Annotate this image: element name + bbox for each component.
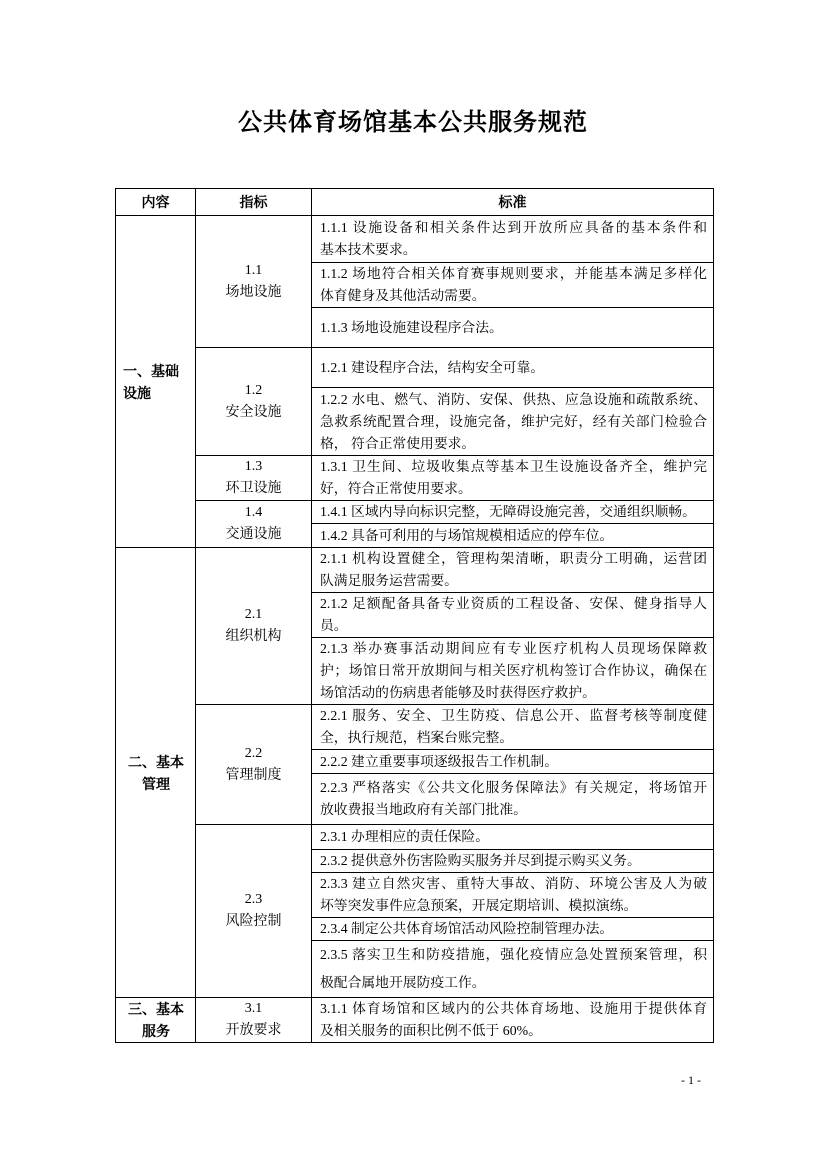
- standard-2-3-4-cell: [312, 918, 714, 941]
- standard-line: 1.1.1 设施设备和相关条件达到开放所应具备的基本条件和: [320, 220, 707, 235]
- standard-2-3-2-cell: [312, 850, 714, 873]
- section-content-line: 设施: [123, 384, 151, 401]
- header-indicator: 指标: [196, 189, 312, 216]
- indicator-1-4-cell: [196, 501, 312, 548]
- indicator-2-3-cell: [196, 825, 312, 998]
- standard-line: 2.1.1 机构设置健全，管理构架清晰，职责分工明确，运营团: [320, 551, 707, 566]
- standard-line: 1.4.1 区域内导向标识完整，无障碍设施完善，交通组织顺畅。: [320, 504, 696, 519]
- table-header-row: [116, 189, 714, 216]
- service-standard-table: [115, 188, 714, 1043]
- standard-2-3-5-cell: [312, 941, 714, 998]
- standard-2-3-1-cell: [312, 825, 714, 850]
- indicator-code: 1.3: [244, 459, 263, 474]
- standard-line: 放收费报当地政府有关部门批准。: [320, 802, 527, 817]
- indicator-code: 2.2: [244, 745, 263, 761]
- standard-line: 基本技术要求。: [320, 242, 417, 257]
- indicator-name: 风险控制: [225, 914, 282, 929]
- section-content-line: 三、基本: [128, 1001, 184, 1017]
- indicator-name: 安全设施: [225, 404, 282, 420]
- standard-line: 队满足服务运营需要。: [320, 573, 458, 588]
- indicator-2-1-cell: [196, 548, 312, 705]
- standard-line: 1.4.2 具备可利用的与场馆规模相适应的停车位。: [320, 527, 614, 543]
- indicator-code: 3.1: [244, 1001, 263, 1016]
- standard-line: 1.1.2 场地符合相关体育赛事规则要求，并能基本满足多样化: [320, 266, 707, 281]
- indicator-1-1-cell: [196, 216, 312, 348]
- indicator-1-2-cell: [196, 348, 312, 456]
- table-row: [116, 456, 714, 501]
- standard-line: 1.1.3 场地设施建设程序合法。: [320, 319, 503, 335]
- page-number: - 1 -: [681, 1073, 701, 1087]
- standard-line: 坏等突发事件应急预案，开展定期培训、模拟演练。: [320, 898, 638, 913]
- standard-2-2-3-cell: [312, 774, 714, 825]
- standard-line: 2.3.5 落实卫生和防疫措施，强化疫情应急处置预案管理，积: [320, 947, 707, 962]
- indicator-2-2-cell: [196, 705, 312, 825]
- standard-line: 全，执行规范，档案台账完整。: [320, 730, 514, 745]
- table-row: [116, 501, 714, 524]
- standard-line: 极配合属地开展防疫工作。: [320, 975, 486, 990]
- standard-2-2-2-cell: [312, 750, 714, 774]
- standard-2-1-3-cell: [312, 638, 714, 705]
- standard-1-1-2-cell: [312, 263, 714, 308]
- table-row: [116, 998, 714, 1043]
- table-row: [116, 548, 714, 593]
- indicator-code: 2.3: [244, 892, 263, 907]
- standard-2-3-3-cell: [312, 873, 714, 918]
- table-row: [116, 825, 714, 850]
- header-content: 内容: [116, 189, 196, 216]
- indicator-1-3-cell: [196, 456, 312, 501]
- standard-line: 2.1.2 足额配备具备专业资质的工程设备、安保、健身指导人: [320, 596, 707, 611]
- indicator-code: 1.2: [244, 382, 263, 398]
- indicator-code: 1.4: [244, 505, 263, 520]
- standard-line: 2.2.2 建立重要事项逐级报告工作机制。: [320, 753, 558, 769]
- section-2-content-cell: [116, 548, 196, 998]
- standard-1-1-3-cell: [312, 308, 714, 348]
- header-standard: 标准: [312, 189, 714, 216]
- standard-line: 1.3.1 卫生间、垃圾收集点等基本卫生设施设备齐全，维护完: [320, 459, 707, 474]
- standard-line: 1.2.2 水电、燃气、消防、安保、供热、应急设施和疏散系统、: [320, 391, 707, 407]
- section-content-line: 二、基本: [128, 753, 184, 770]
- standard-2-2-1-cell: [312, 705, 714, 750]
- indicator-name: 开放要求: [225, 1023, 282, 1038]
- standard-line: 3.1.1 体育场馆和区域内的公共体育场地、设施用于提供体育: [320, 1001, 707, 1016]
- standard-line: 2.1.3 举办赛事活动期间应有专业医疗机构人员现场保障救: [320, 641, 707, 656]
- standard-2-1-2-cell: [312, 593, 714, 638]
- indicator-3-1-cell: [196, 998, 312, 1043]
- standard-1-2-1-cell: [312, 348, 714, 388]
- indicator-name: 环卫设施: [225, 481, 282, 496]
- standard-line: 1.2.1 建设程序合法，结构安全可靠。: [320, 359, 545, 375]
- standard-3-1-1-cell: [312, 998, 714, 1043]
- standard-line: 2.3.4 制定公共体育场馆活动风险控制管理办法。: [320, 921, 614, 936]
- standard-1-1-1-cell: [312, 216, 714, 263]
- standard-line: 格， 符合正常使用要求。: [320, 435, 476, 451]
- indicator-name: 交通设施: [225, 527, 282, 542]
- table-row: [116, 348, 714, 388]
- section-content-line: 管理: [142, 775, 170, 792]
- standard-line: 2.2.3 严格落实《公共文化服务保障法》有关规定，将场馆开: [320, 780, 707, 795]
- section-content-line: 一、基础: [123, 362, 179, 379]
- standard-2-1-1-cell: [312, 548, 714, 593]
- indicator-code: 1.1: [244, 262, 263, 278]
- standard-line: 2.3.1 办理相应的责任保险。: [320, 829, 490, 844]
- indicator-name: 管理制度: [225, 767, 282, 783]
- standard-1-4-1-cell: [312, 501, 714, 524]
- standard-line: 护；场馆日常开放期间与相关医疗机构签订合作协议，确保在: [320, 663, 707, 678]
- standard-line: 员。: [320, 618, 348, 633]
- standard-line: 急救系统配置合理，设施完备，维护完好，经有关部门检验合: [320, 413, 707, 429]
- standard-line: 及相关服务的面积比例不低于 60%。: [320, 1023, 542, 1038]
- standard-line: 2.3.3 建立自然灾害、重特大事故、消防、环境公害及人为破: [320, 876, 707, 891]
- section-1-content-cell: [116, 216, 196, 548]
- section-3-content-cell: [116, 998, 196, 1043]
- standard-line: 2.2.1 服务、安全、卫生防疫、信息公开、监督考核等制度健: [320, 708, 707, 723]
- standard-1-3-1-cell: [312, 456, 714, 501]
- standard-line: 体育健身及其他活动需要。: [320, 288, 486, 303]
- standard-1-4-2-cell: [312, 524, 714, 548]
- standard-line: 场馆活动的伤病患者能够及时获得医疗救护。: [320, 685, 596, 700]
- document-title: 公共体育场馆基本公共服务规范: [238, 109, 588, 136]
- table-row: [116, 216, 714, 263]
- table-row: [116, 705, 714, 750]
- section-content-line: 服务: [142, 1023, 170, 1039]
- indicator-name: 组织机构: [225, 629, 282, 644]
- standard-line: 2.3.2 提供意外伤害险购买服务并尽到提示购买义务。: [320, 853, 641, 868]
- indicator-code: 2.1: [244, 607, 263, 622]
- standard-line: 好，符合正常使用要求。: [320, 481, 472, 496]
- standard-1-2-2-cell: [312, 388, 714, 456]
- indicator-name: 场地设施: [225, 284, 282, 300]
